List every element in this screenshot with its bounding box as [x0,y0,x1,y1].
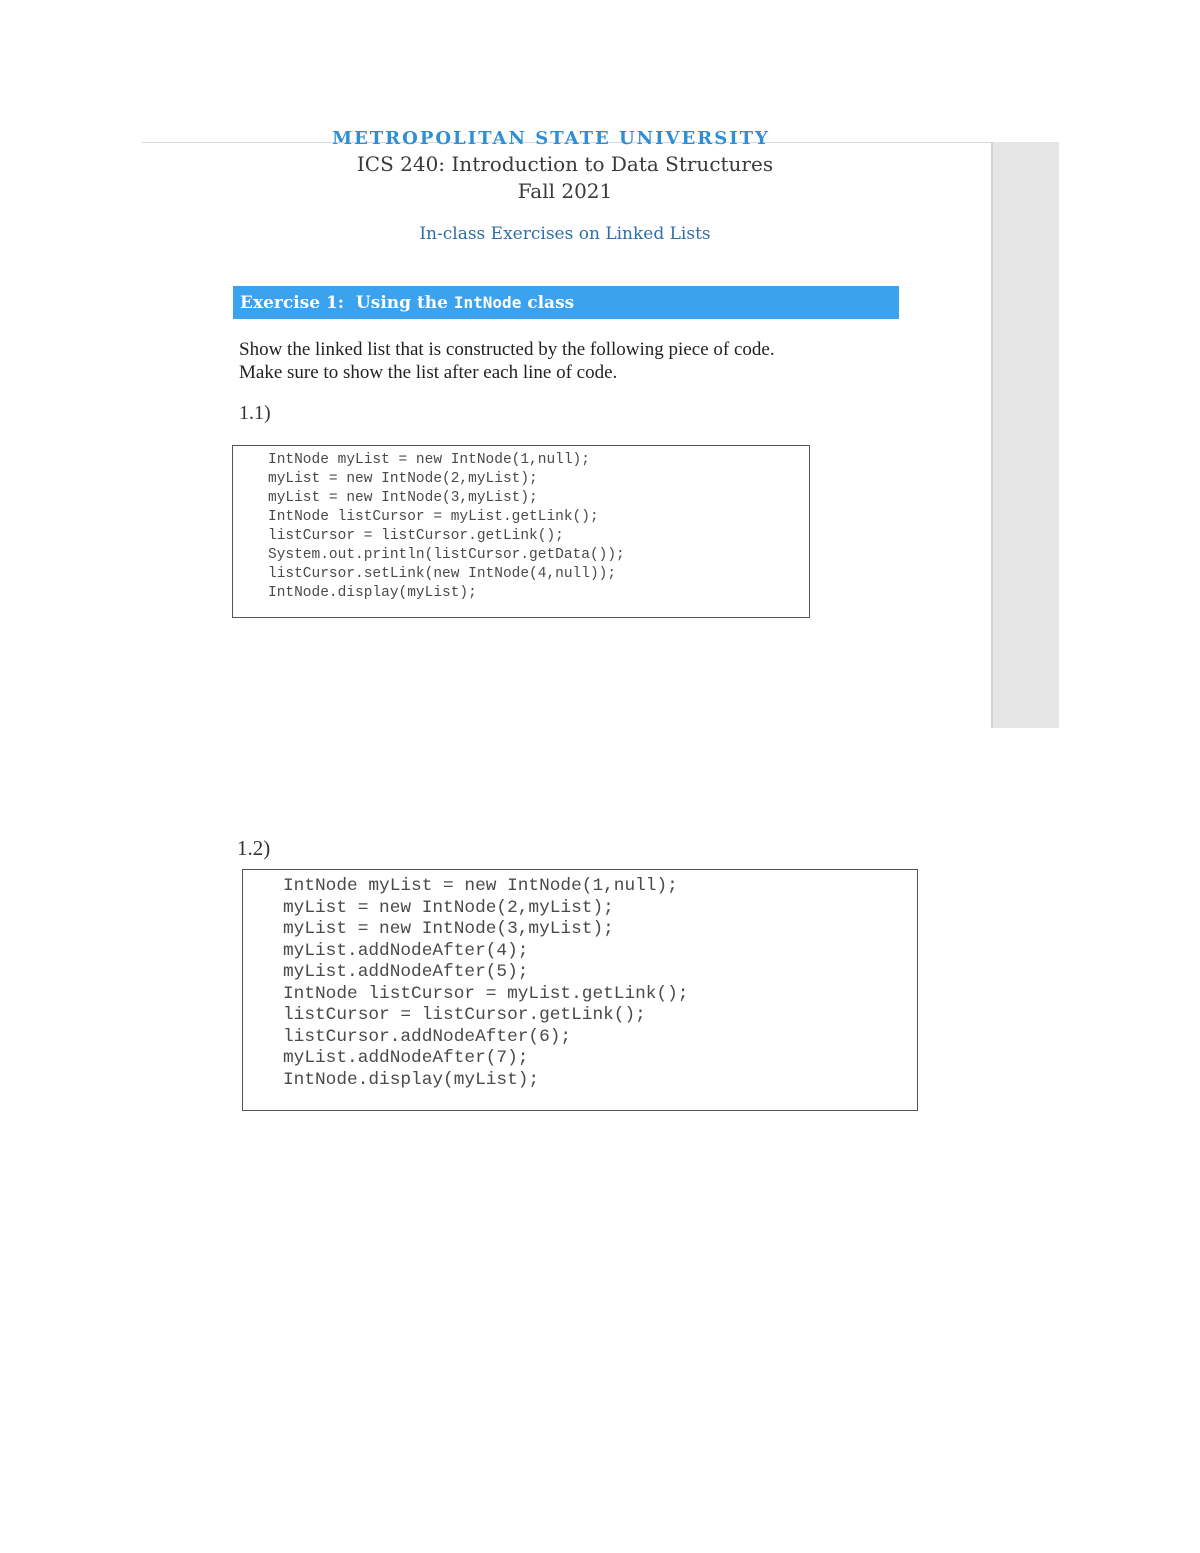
gray-side-panel [991,142,1059,728]
code-line: IntNode myList = new IntNode(1,null); [283,876,678,896]
code-box-1-1 [232,445,810,618]
code-line: IntNode myList = new IntNode(1,null); [268,452,590,468]
institution-name-cut: METROPOLITAN STATE UNIVERSITY [332,128,770,149]
term-label: Fall 2021 [517,179,613,203]
code-line: myList.addNodeAfter(4); [283,940,529,961]
code-line: myList = new IntNode(3,myList); [268,490,538,506]
code-line: myList = new IntNode(2,myList); [283,897,614,918]
code-line: myList.addNodeAfter(5); [283,962,529,982]
instruction-line-1: Show the linked list that is constructed by the following piece of code. [239,339,775,360]
code-line: IntNode.display(myList); [268,585,477,601]
code-line: myList = new IntNode(2,myList); [268,471,538,487]
code-line: IntNode listCursor = myList.getLink(); [283,983,689,1004]
cut-off-institution-header [308,128,794,149]
instruction-line-2: Make sure to show the list after each line of code. [239,362,618,383]
code-box-1-2 [242,869,918,1111]
code-line: myList.addNodeAfter(7); [283,1048,529,1068]
course-title: ICS 240: Introduction to Data Structures [356,152,774,176]
code-line: System.out.println(listCursor.getData()); [268,547,625,563]
code-line: myList = new IntNode(3,myList); [283,919,614,939]
code-line: IntNode listCursor = myList.getLink(); [268,509,599,525]
exercise-1-banner [233,286,899,319]
code-line: IntNode.display(myList); [283,1069,540,1090]
banner-code-word: IntNode [453,293,522,312]
code-line: listCursor = listCursor.getLink(); [283,1005,646,1025]
code-line: listCursor.addNodeAfter(6); [283,1026,572,1047]
part-1-2-label: 1.2) [237,836,271,860]
part-1-1-label: 1.1) [239,402,271,424]
document-subtitle: In-class Exercises on Linked Lists [419,224,711,244]
code-line: listCursor.setLink(new IntNode(4,null)); [268,566,617,582]
banner-suffix: class [521,293,575,313]
code-line: listCursor = listCursor.getLink(); [268,528,564,544]
exercise-instructions [239,338,879,384]
banner-prefix: Exercise 1: Using the [240,293,454,313]
